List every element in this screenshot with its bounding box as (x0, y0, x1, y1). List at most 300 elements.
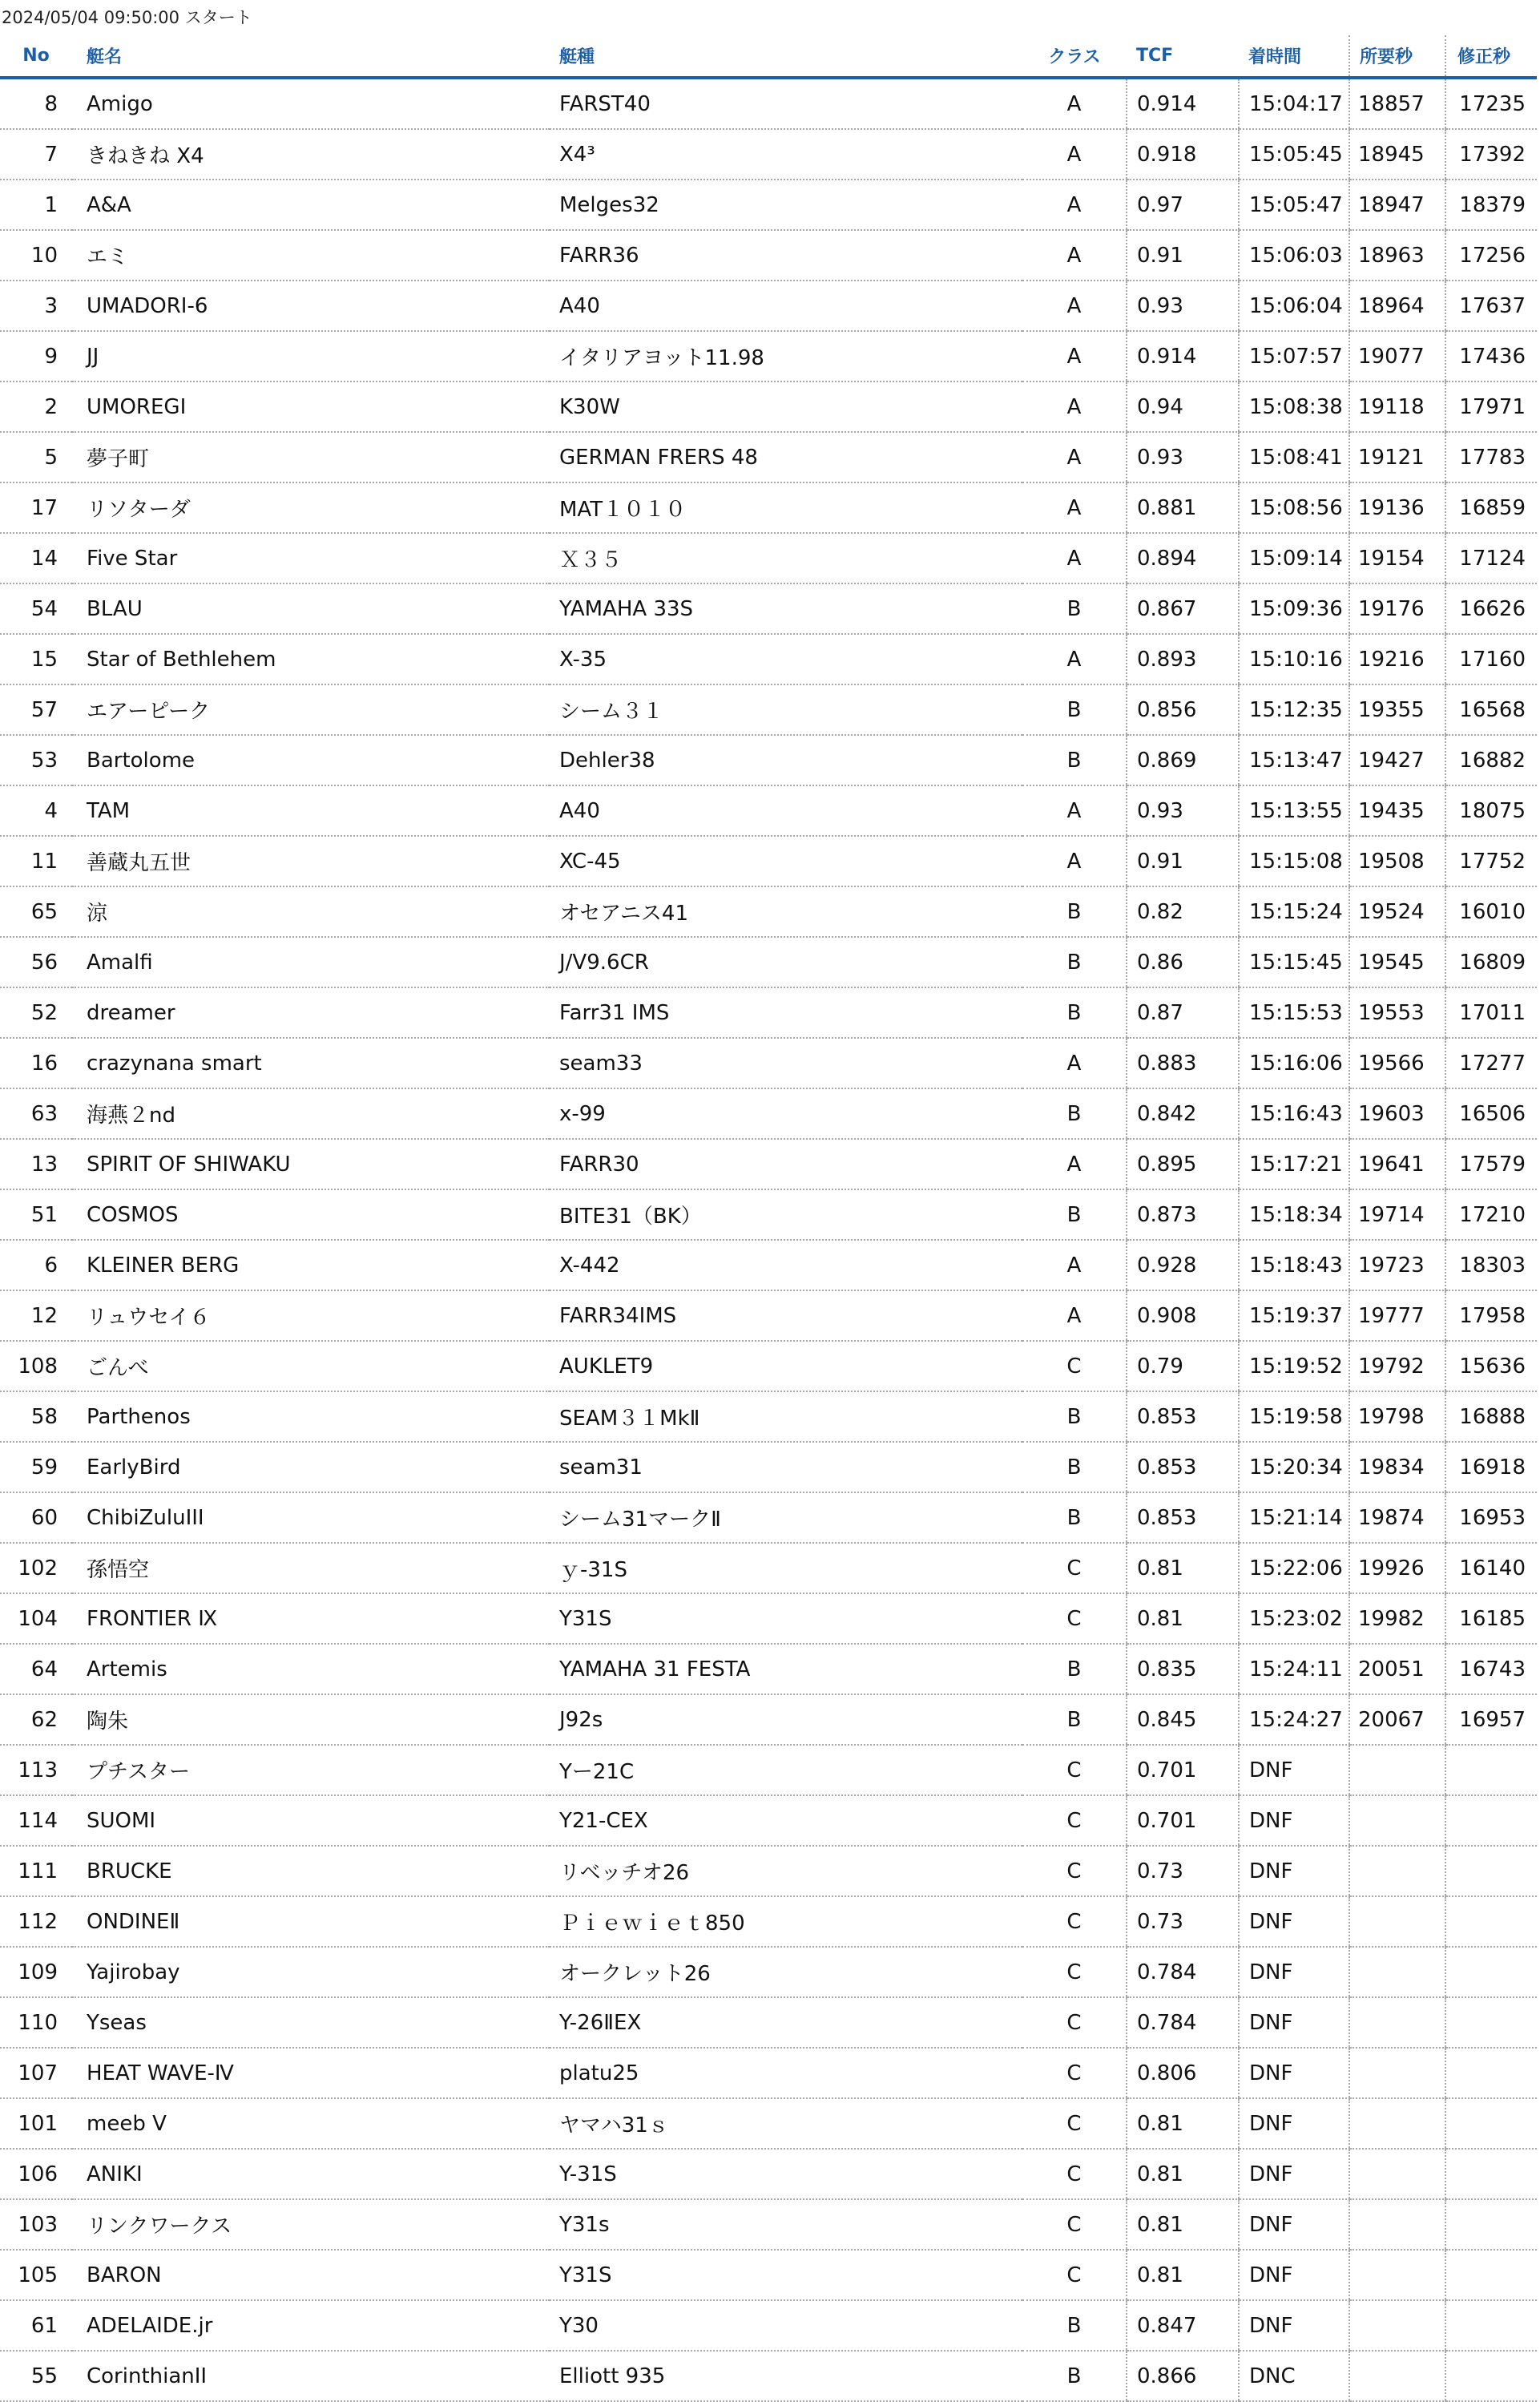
cell-boat-name: Amalfi (72, 937, 550, 987)
cell-corrected-seconds (1445, 2149, 1537, 2199)
cell-corrected-seconds (1445, 1947, 1537, 1997)
cell-boat-name: A&A (72, 180, 550, 230)
cell-corrected-seconds: 16918 (1445, 1442, 1537, 1492)
cell-corrected-seconds: 17235 (1445, 78, 1537, 129)
cell-tcf: 0.869 (1127, 735, 1239, 785)
cell-boat-name: 夢子町 (72, 432, 550, 482)
table-row (0, 2199, 1537, 2250)
cell-boat-type: XC-45 (550, 836, 1022, 886)
cell-class: C (1022, 1341, 1127, 1391)
table-row (0, 230, 1537, 281)
cell-no: 17 (0, 482, 72, 533)
cell-boat-name: Bartolome (72, 735, 550, 785)
cell-boat-type: X4³ (550, 129, 1022, 180)
cell-no: 15 (0, 634, 72, 684)
cell-corrected-seconds (1445, 1846, 1537, 1896)
cell-boat-type: Y30 (550, 2300, 1022, 2351)
cell-class: C (1022, 2098, 1127, 2149)
cell-no: 14 (0, 533, 72, 583)
cell-class: A (1022, 281, 1127, 331)
cell-class: A (1022, 836, 1127, 886)
cell-boat-name: SPIRIT OF SHIWAKU (72, 1139, 550, 1189)
cell-boat-name: meeb Ⅴ (72, 2098, 550, 2149)
cell-boat-name: Yseas (72, 1997, 550, 2048)
cell-corrected-seconds: 18075 (1445, 785, 1537, 836)
header-finish-time[interactable]: 着時間 (1239, 35, 1349, 78)
cell-finish-time: 15:22:06 (1239, 1543, 1349, 1593)
header-tcf[interactable]: TCF (1127, 35, 1239, 78)
cell-finish-time: 15:17:21 (1239, 1139, 1349, 1189)
cell-elapsed-seconds: 18947 (1349, 180, 1445, 230)
cell-finish-time: 15:16:06 (1239, 1038, 1349, 1088)
table-row (0, 1593, 1537, 1644)
cell-finish-time: 15:23:02 (1239, 1593, 1349, 1644)
header-boat-type[interactable]: 艇種 (550, 35, 1022, 78)
cell-corrected-seconds: 17124 (1445, 533, 1537, 583)
table-row (0, 1795, 1537, 1846)
cell-class: C (1022, 1997, 1127, 2048)
cell-class: A (1022, 129, 1127, 180)
cell-class: A (1022, 1038, 1127, 1088)
table-row (0, 180, 1537, 230)
cell-elapsed-seconds: 19566 (1349, 1038, 1445, 1088)
cell-no: 102 (0, 1543, 72, 1593)
cell-tcf: 0.81 (1127, 1593, 1239, 1644)
cell-no: 111 (0, 1846, 72, 1896)
cell-finish-time: DNC (1239, 2351, 1349, 2401)
cell-elapsed-seconds: 19777 (1349, 1290, 1445, 1341)
cell-tcf: 0.97 (1127, 180, 1239, 230)
results-table (0, 35, 1537, 2402)
cell-no: 108 (0, 1341, 72, 1391)
table-row (0, 1947, 1537, 1997)
table-row (0, 1492, 1537, 1543)
cell-no: 113 (0, 1745, 72, 1795)
cell-boat-name: BRUCKE (72, 1846, 550, 1896)
cell-boat-type: FARST40 (550, 78, 1022, 129)
cell-corrected-seconds: 16743 (1445, 1644, 1537, 1694)
cell-tcf: 0.856 (1127, 684, 1239, 735)
cell-elapsed-seconds (1349, 2149, 1445, 2199)
cell-elapsed-seconds: 19355 (1349, 684, 1445, 735)
results-body (0, 78, 1537, 2401)
cell-no: 65 (0, 886, 72, 937)
cell-class: A (1022, 381, 1127, 432)
cell-finish-time: 15:08:38 (1239, 381, 1349, 432)
cell-class: A (1022, 785, 1127, 836)
cell-tcf: 0.853 (1127, 1492, 1239, 1543)
table-row (0, 482, 1537, 533)
cell-boat-name: Artemis (72, 1644, 550, 1694)
cell-class: B (1022, 1694, 1127, 1745)
table-row (0, 2149, 1537, 2199)
cell-finish-time: 15:20:34 (1239, 1442, 1349, 1492)
table-row (0, 2048, 1537, 2098)
cell-boat-type: X-442 (550, 1240, 1022, 1290)
cell-tcf: 0.866 (1127, 2351, 1239, 2401)
cell-boat-name: EarlyBird (72, 1442, 550, 1492)
cell-class: C (1022, 2250, 1127, 2300)
cell-tcf: 0.784 (1127, 1947, 1239, 1997)
cell-boat-type: オークレット26 (550, 1947, 1022, 1997)
cell-elapsed-seconds: 18945 (1349, 129, 1445, 180)
cell-finish-time: DNF (1239, 1745, 1349, 1795)
cell-boat-type: A40 (550, 785, 1022, 836)
cell-corrected-seconds: 16953 (1445, 1492, 1537, 1543)
cell-class: C (1022, 2199, 1127, 2250)
cell-boat-type: A40 (550, 281, 1022, 331)
cell-class: A (1022, 482, 1127, 533)
cell-finish-time: DNF (1239, 2250, 1349, 2300)
cell-no: 112 (0, 1896, 72, 1947)
cell-finish-time: 15:07:57 (1239, 331, 1349, 381)
cell-elapsed-seconds (1349, 2199, 1445, 2250)
cell-boat-name: FRONTIER Ⅸ (72, 1593, 550, 1644)
cell-tcf: 0.873 (1127, 1189, 1239, 1240)
cell-no: 107 (0, 2048, 72, 2098)
cell-tcf: 0.853 (1127, 1442, 1239, 1492)
cell-class: B (1022, 2351, 1127, 2401)
cell-boat-name: 涼 (72, 886, 550, 937)
cell-class: A (1022, 1290, 1127, 1341)
cell-boat-name: COSMOS (72, 1189, 550, 1240)
cell-no: 62 (0, 1694, 72, 1745)
cell-no: 64 (0, 1644, 72, 1694)
table-row (0, 381, 1537, 432)
cell-tcf: 0.73 (1127, 1896, 1239, 1947)
cell-corrected-seconds: 17392 (1445, 129, 1537, 180)
cell-tcf: 0.81 (1127, 1543, 1239, 1593)
cell-elapsed-seconds (1349, 2098, 1445, 2149)
cell-corrected-seconds: 17011 (1445, 987, 1537, 1038)
cell-class: B (1022, 684, 1127, 735)
cell-boat-type: オセアニス41 (550, 886, 1022, 937)
cell-boat-type: ヤマハ31ｓ (550, 2098, 1022, 2149)
cell-tcf: 0.908 (1127, 1290, 1239, 1341)
cell-tcf: 0.835 (1127, 1644, 1239, 1694)
cell-tcf: 0.914 (1127, 78, 1239, 129)
cell-boat-name: CorinthianII (72, 2351, 550, 2401)
cell-finish-time: 15:21:14 (1239, 1492, 1349, 1543)
cell-no: 52 (0, 987, 72, 1038)
cell-elapsed-seconds (1349, 1745, 1445, 1795)
cell-finish-time: 15:15:24 (1239, 886, 1349, 937)
table-row (0, 1694, 1537, 1745)
cell-finish-time: 15:09:14 (1239, 533, 1349, 583)
cell-corrected-seconds: 17160 (1445, 634, 1537, 684)
cell-boat-name: リュウセイ６ (72, 1290, 550, 1341)
table-row (0, 1240, 1537, 1290)
cell-no: 56 (0, 937, 72, 987)
cell-no: 114 (0, 1795, 72, 1846)
cell-tcf: 0.928 (1127, 1240, 1239, 1290)
header-boat-name[interactable]: 艇名 (72, 35, 550, 78)
cell-boat-name: BARON (72, 2250, 550, 2300)
cell-tcf: 0.82 (1127, 886, 1239, 937)
cell-class: C (1022, 1846, 1127, 1896)
header-no[interactable]: No (0, 35, 72, 78)
cell-boat-name: ADELAIDE.jr (72, 2300, 550, 2351)
cell-boat-type: J92s (550, 1694, 1022, 1745)
cell-tcf: 0.845 (1127, 1694, 1239, 1745)
cell-tcf: 0.91 (1127, 836, 1239, 886)
cell-finish-time: 15:06:03 (1239, 230, 1349, 281)
cell-finish-time: 15:05:47 (1239, 180, 1349, 230)
cell-tcf: 0.81 (1127, 2199, 1239, 2250)
cell-tcf: 0.893 (1127, 634, 1239, 684)
header-elapsed-seconds[interactable]: 所要秒 (1349, 35, 1445, 78)
cell-tcf: 0.86 (1127, 937, 1239, 987)
cell-elapsed-seconds: 19603 (1349, 1088, 1445, 1139)
cell-tcf: 0.93 (1127, 785, 1239, 836)
cell-tcf: 0.81 (1127, 2149, 1239, 2199)
cell-elapsed-seconds: 19792 (1349, 1341, 1445, 1391)
cell-boat-type: seam33 (550, 1038, 1022, 1088)
cell-tcf: 0.93 (1127, 281, 1239, 331)
cell-no: 58 (0, 1391, 72, 1442)
cell-finish-time: 15:15:53 (1239, 987, 1349, 1038)
cell-elapsed-seconds: 19077 (1349, 331, 1445, 381)
cell-boat-name: UMADORI-6 (72, 281, 550, 331)
cell-boat-type: Dehler38 (550, 735, 1022, 785)
cell-corrected-seconds: 16626 (1445, 583, 1537, 634)
cell-class: A (1022, 1240, 1127, 1290)
cell-corrected-seconds: 15636 (1445, 1341, 1537, 1391)
cell-elapsed-seconds: 19435 (1349, 785, 1445, 836)
cell-boat-name: BLAU (72, 583, 550, 634)
cell-elapsed-seconds (1349, 2250, 1445, 2300)
cell-finish-time: DNF (1239, 1997, 1349, 2048)
cell-boat-name: 善蔵丸五世 (72, 836, 550, 886)
cell-finish-time: 15:08:41 (1239, 432, 1349, 482)
cell-class: B (1022, 1492, 1127, 1543)
cell-no: 55 (0, 2351, 72, 2401)
cell-corrected-seconds: 17958 (1445, 1290, 1537, 1341)
cell-elapsed-seconds: 19216 (1349, 634, 1445, 684)
cell-no: 6 (0, 1240, 72, 1290)
cell-finish-time: 15:19:37 (1239, 1290, 1349, 1341)
cell-class: A (1022, 634, 1127, 684)
cell-corrected-seconds: 16957 (1445, 1694, 1537, 1745)
cell-tcf: 0.883 (1127, 1038, 1239, 1088)
cell-boat-name: 孫悟空 (72, 1543, 550, 1593)
cell-finish-time: 15:16:43 (1239, 1088, 1349, 1139)
cell-corrected-seconds: 18379 (1445, 180, 1537, 230)
cell-boat-type: FARR36 (550, 230, 1022, 281)
cell-class: B (1022, 1189, 1127, 1240)
table-row (0, 836, 1537, 886)
cell-corrected-seconds: 17436 (1445, 331, 1537, 381)
table-row (0, 785, 1537, 836)
cell-elapsed-seconds: 19121 (1349, 432, 1445, 482)
cell-no: 11 (0, 836, 72, 886)
cell-tcf: 0.701 (1127, 1745, 1239, 1795)
cell-boat-type: YAMAHA 31 FESTA (550, 1644, 1022, 1694)
table-row (0, 1341, 1537, 1391)
header-class[interactable]: クラス (1022, 35, 1127, 78)
cell-corrected-seconds: 16140 (1445, 1543, 1537, 1593)
cell-boat-name: KLEINER BERG (72, 1240, 550, 1290)
cell-corrected-seconds: 16882 (1445, 735, 1537, 785)
table-row (0, 735, 1537, 785)
cell-elapsed-seconds (1349, 2300, 1445, 2351)
cell-finish-time: DNF (1239, 1947, 1349, 1997)
cell-tcf: 0.73 (1127, 1846, 1239, 1896)
cell-elapsed-seconds: 19834 (1349, 1442, 1445, 1492)
cell-boat-type: x-99 (550, 1088, 1022, 1139)
cell-class: B (1022, 1644, 1127, 1694)
cell-corrected-seconds (1445, 1745, 1537, 1795)
cell-finish-time: 15:18:43 (1239, 1240, 1349, 1290)
cell-corrected-seconds (1445, 2351, 1537, 2401)
cell-elapsed-seconds: 19508 (1349, 836, 1445, 886)
cell-class: A (1022, 533, 1127, 583)
cell-finish-time: 15:04:17 (1239, 78, 1349, 129)
cell-class: C (1022, 1543, 1127, 1593)
cell-boat-type: Ｘ３５ (550, 533, 1022, 583)
cell-boat-type: Yー21C (550, 1745, 1022, 1795)
cell-no: 63 (0, 1088, 72, 1139)
cell-class: B (1022, 583, 1127, 634)
table-row (0, 1189, 1537, 1240)
cell-tcf: 0.784 (1127, 1997, 1239, 2048)
cell-boat-type: シーム３１ (550, 684, 1022, 735)
cell-corrected-seconds: 18303 (1445, 1240, 1537, 1290)
cell-elapsed-seconds: 19798 (1349, 1391, 1445, 1442)
cell-elapsed-seconds: 19874 (1349, 1492, 1445, 1543)
cell-class: C (1022, 1795, 1127, 1846)
cell-no: 57 (0, 684, 72, 735)
cell-no: 106 (0, 2149, 72, 2199)
cell-boat-name: JJ (72, 331, 550, 381)
cell-tcf: 0.81 (1127, 2250, 1239, 2300)
cell-finish-time: DNF (1239, 2098, 1349, 2149)
cell-elapsed-seconds (1349, 1795, 1445, 1846)
cell-elapsed-seconds (1349, 1997, 1445, 2048)
cell-boat-type: Ｐｉｅｗｉｅｔ850 (550, 1896, 1022, 1947)
table-row (0, 1896, 1537, 1947)
cell-corrected-seconds: 17256 (1445, 230, 1537, 281)
cell-no: 109 (0, 1947, 72, 1997)
cell-finish-time: 15:09:36 (1239, 583, 1349, 634)
cell-no: 61 (0, 2300, 72, 2351)
cell-elapsed-seconds (1349, 2351, 1445, 2401)
cell-boat-name: プチスター (72, 1745, 550, 1795)
table-row (0, 78, 1537, 129)
cell-class: B (1022, 2300, 1127, 2351)
cell-finish-time: DNF (1239, 2149, 1349, 2199)
cell-corrected-seconds (1445, 1997, 1537, 2048)
cell-no: 3 (0, 281, 72, 331)
cell-elapsed-seconds: 19154 (1349, 533, 1445, 583)
cell-class: C (1022, 2048, 1127, 2098)
header-corrected-seconds[interactable]: 修正秒 (1445, 35, 1537, 78)
cell-corrected-seconds: 16809 (1445, 937, 1537, 987)
cell-boat-type: J/V9.6CR (550, 937, 1022, 987)
cell-no: 104 (0, 1593, 72, 1644)
cell-boat-name: Yajirobay (72, 1947, 550, 1997)
cell-boat-type: イタリアヨット11.98 (550, 331, 1022, 381)
cell-tcf: 0.94 (1127, 381, 1239, 432)
cell-class: B (1022, 1391, 1127, 1442)
cell-no: 105 (0, 2250, 72, 2300)
cell-boat-name: dreamer (72, 987, 550, 1038)
table-row (0, 129, 1537, 180)
cell-no: 10 (0, 230, 72, 281)
start-time-label: 2024/05/04 09:50:00 スタート (2, 8, 252, 27)
cell-elapsed-seconds: 20051 (1349, 1644, 1445, 1694)
cell-finish-time: 15:12:35 (1239, 684, 1349, 735)
cell-elapsed-seconds (1349, 1947, 1445, 1997)
cell-class: A (1022, 180, 1127, 230)
cell-corrected-seconds: 16859 (1445, 482, 1537, 533)
table-row (0, 2098, 1537, 2149)
cell-boat-type: Melges32 (550, 180, 1022, 230)
cell-elapsed-seconds: 19427 (1349, 735, 1445, 785)
cell-corrected-seconds: 16010 (1445, 886, 1537, 937)
table-row (0, 533, 1537, 583)
cell-boat-name: HEAT WAVE-Ⅳ (72, 2048, 550, 2098)
cell-elapsed-seconds: 19136 (1349, 482, 1445, 533)
table-row (0, 1644, 1537, 1694)
cell-boat-name: 海燕２nd (72, 1088, 550, 1139)
cell-boat-type: platu25 (550, 2048, 1022, 2098)
cell-tcf: 0.93 (1127, 432, 1239, 482)
cell-elapsed-seconds: 19723 (1349, 1240, 1445, 1290)
cell-boat-type: GERMAN FRERS 48 (550, 432, 1022, 482)
cell-no: 2 (0, 381, 72, 432)
cell-elapsed-seconds: 20067 (1349, 1694, 1445, 1745)
cell-boat-type: seam31 (550, 1442, 1022, 1492)
cell-class: A (1022, 230, 1127, 281)
cell-finish-time: 15:15:45 (1239, 937, 1349, 987)
cell-corrected-seconds: 16506 (1445, 1088, 1537, 1139)
table-row (0, 1290, 1537, 1341)
cell-finish-time: DNF (1239, 1846, 1349, 1896)
cell-tcf: 0.918 (1127, 129, 1239, 180)
cell-tcf: 0.894 (1127, 533, 1239, 583)
cell-finish-time: 15:13:47 (1239, 735, 1349, 785)
table-row (0, 1997, 1537, 2048)
cell-tcf: 0.853 (1127, 1391, 1239, 1442)
cell-corrected-seconds: 16568 (1445, 684, 1537, 735)
table-row (0, 331, 1537, 381)
table-row (0, 684, 1537, 735)
table-row (0, 634, 1537, 684)
cell-corrected-seconds: 17637 (1445, 281, 1537, 331)
cell-corrected-seconds: 16185 (1445, 1593, 1537, 1644)
cell-no: 51 (0, 1189, 72, 1240)
cell-boat-type: Y31s (550, 2199, 1022, 2250)
table-row (0, 987, 1537, 1038)
table-row (0, 937, 1537, 987)
cell-elapsed-seconds (1349, 2048, 1445, 2098)
table-row (0, 2300, 1537, 2351)
table-row (0, 1543, 1537, 1593)
cell-finish-time: DNF (1239, 1795, 1349, 1846)
cell-no: 16 (0, 1038, 72, 1088)
cell-class: A (1022, 331, 1127, 381)
table-row (0, 1038, 1537, 1088)
cell-boat-type: MAT１０１０ (550, 482, 1022, 533)
cell-no: 7 (0, 129, 72, 180)
cell-class: B (1022, 886, 1127, 937)
cell-elapsed-seconds (1349, 1896, 1445, 1947)
cell-class: B (1022, 987, 1127, 1038)
table-row (0, 1745, 1537, 1795)
cell-class: C (1022, 2149, 1127, 2199)
cell-boat-name: crazynana smart (72, 1038, 550, 1088)
